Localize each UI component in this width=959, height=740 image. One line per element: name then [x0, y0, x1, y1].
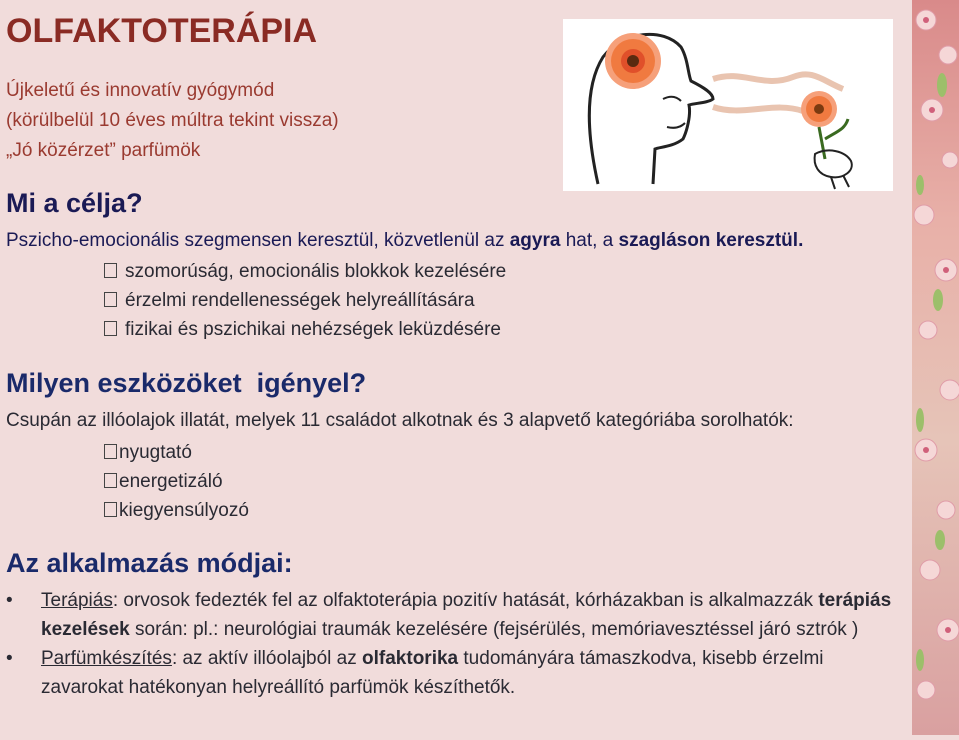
- goal-heading: Mi a célja?: [6, 188, 143, 218]
- application-list: [6, 586, 896, 702]
- application-item-text: : az aktív illóolajból az: [171, 648, 363, 669]
- application-item-text: : orvosok fedezték fel az olfaktoterápia pozitív hatását, kórházakban is alkalmazzák: [112, 590, 819, 611]
- flower-icon: [605, 33, 661, 89]
- bullet-icon: •: [6, 648, 13, 669]
- tools-list-item: [104, 438, 249, 467]
- checkbox-icon: [104, 473, 117, 488]
- checkbox-icon: [104, 263, 117, 278]
- checkbox-icon: [104, 321, 117, 336]
- checkbox-icon: [104, 292, 117, 307]
- goal-text-bold: szagláson keresztül.: [618, 230, 804, 251]
- intro-block: [6, 76, 339, 166]
- checkbox-icon: [104, 444, 117, 459]
- intro-line: Újkeletű és innovatív gyógymód: [6, 80, 275, 101]
- tools-list-item: [104, 467, 249, 496]
- goal-list-item-text: szomorúság, emocionális blokkok kezelésére: [125, 261, 507, 282]
- goal-list-item: [104, 257, 506, 286]
- application-item-bold: olfaktorika: [362, 648, 459, 669]
- goal-text-bold: agyra: [509, 230, 561, 251]
- intro-line: „Jó közérzet” parfümök: [6, 140, 201, 161]
- goal-text-part: hat, a: [560, 230, 619, 251]
- illustration-head-smelling-flower: [563, 19, 893, 191]
- tools-list-item-text: kiegyensúlyozó: [119, 500, 249, 521]
- goal-text-part: Pszicho-emocionális szegmensen keresztül, közvetlenül az: [6, 230, 510, 251]
- slide-title: OLFAKTOTERÁPIA: [6, 12, 318, 50]
- checkbox-icon: [104, 502, 117, 517]
- tools-list: [104, 438, 249, 525]
- intro-line: (körülbelül 10 éves múltra tekint vissza): [6, 110, 339, 131]
- application-item-term: Parfümkészítés: [41, 648, 172, 669]
- tools-heading: Milyen eszközöket igényel?: [6, 368, 367, 398]
- goal-list-item-text: érzelmi rendellenességek helyreállítására: [125, 290, 475, 311]
- application-heading: Az alkalmazás módjai:: [6, 548, 293, 578]
- tools-text: Csupán az illóolajok illatát, melyek 11 családot alkotnak és 3 alapvető kategóriába sorolhatók:: [6, 410, 794, 431]
- application-item-bold: terápiás kezelések: [41, 590, 892, 640]
- goal-list: [104, 257, 506, 344]
- bullet-icon: •: [6, 590, 13, 611]
- blossom-decoration: [912, 0, 959, 735]
- goal-list-item-text: fizikai és pszichikai nehézségek leküzdésére: [125, 319, 501, 340]
- application-item-therapy: [6, 586, 896, 644]
- application-item-perfume: [6, 644, 896, 702]
- tools-list-item-text: energetizáló: [119, 471, 223, 492]
- application-item-text: tudományára támaszkodva, kisebb érzelmi zavarokat hatékonyan helyreállító parfümök készíthetők.: [41, 648, 824, 698]
- tools-list-item: [104, 496, 249, 525]
- tools-list-item-text: nyugtató: [119, 442, 192, 463]
- goal-text: [6, 230, 803, 252]
- goal-list-item: [104, 315, 506, 344]
- application-item-text: során: pl.: neurológiai traumák kezelésére (fejsérülés, memóriavesztéssel járó sztrók ): [129, 619, 859, 640]
- application-item-term: Terápiás: [41, 590, 113, 611]
- goal-list-item: [104, 286, 506, 315]
